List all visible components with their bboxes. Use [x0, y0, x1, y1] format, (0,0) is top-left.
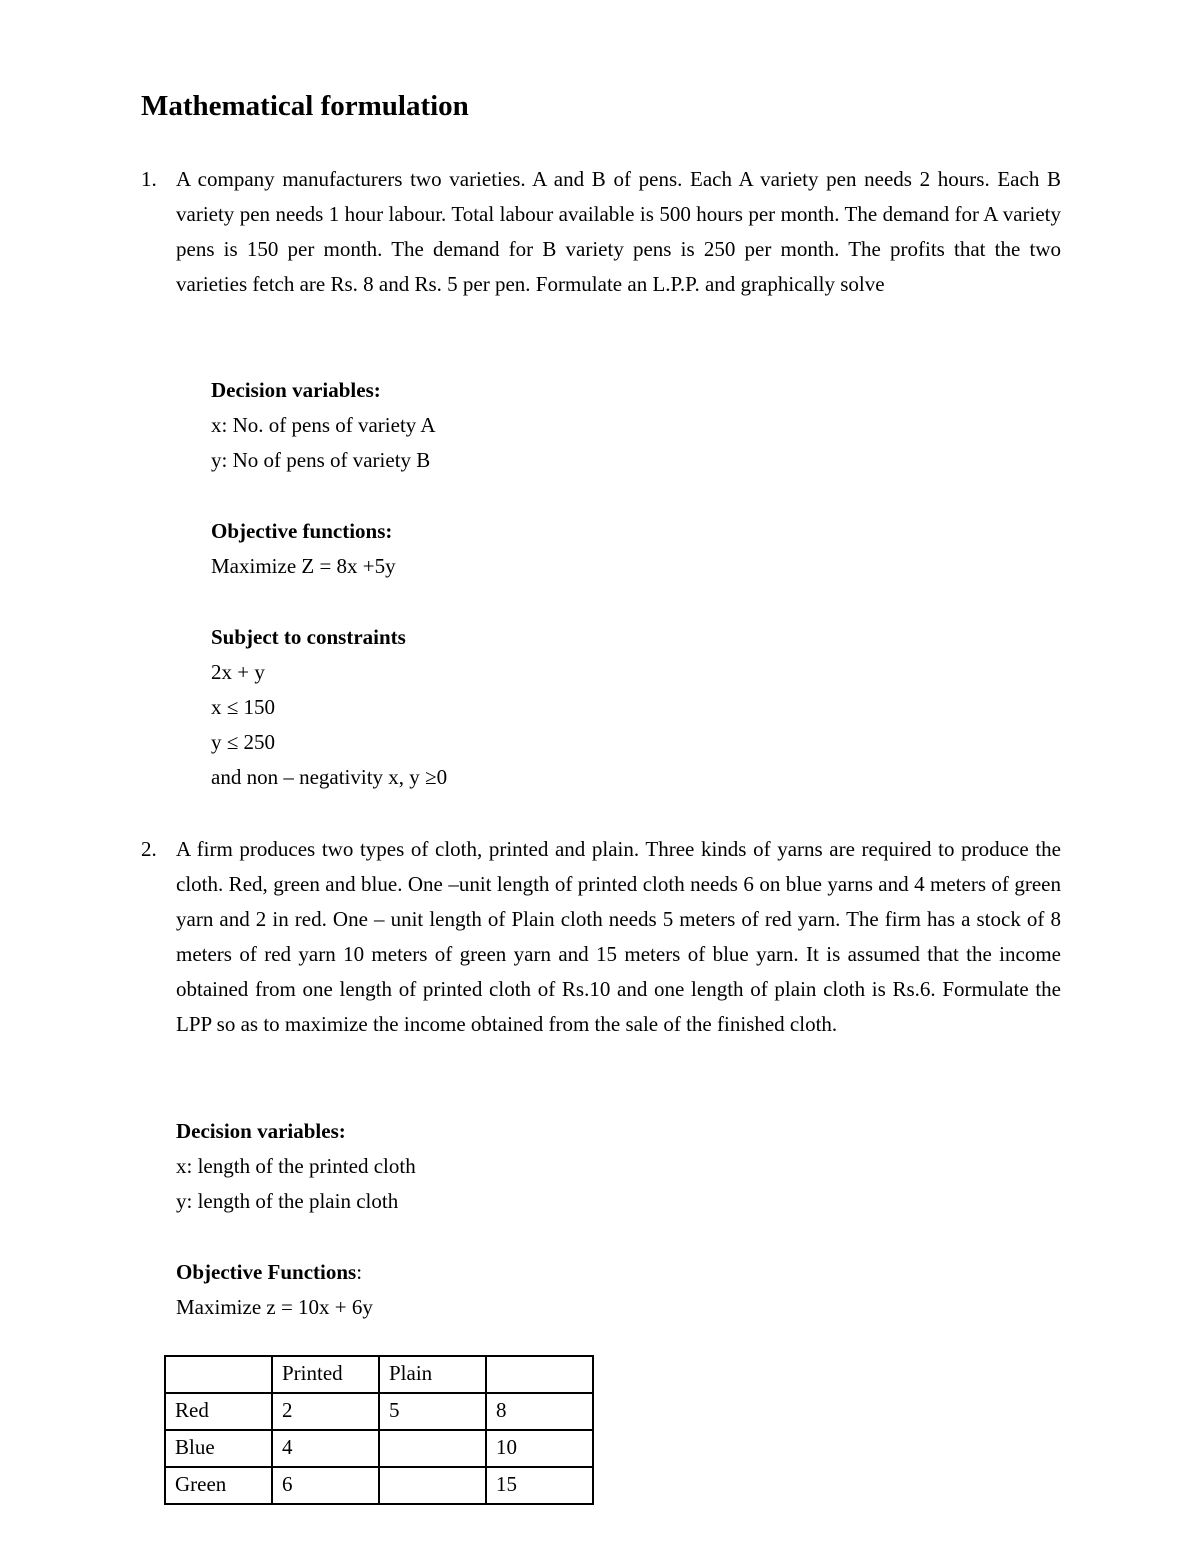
- table-header-cell: Plain: [379, 1356, 486, 1393]
- table-row: [165, 1393, 593, 1430]
- table-cell: [379, 1467, 486, 1504]
- table-cell: 6: [272, 1467, 379, 1504]
- q1-decision-variables: [211, 373, 436, 478]
- objective-heading: Objective Functions: [176, 1260, 357, 1284]
- table-row: [165, 1467, 593, 1504]
- objective-heading-line: [176, 1255, 373, 1290]
- table-cell: 4: [272, 1430, 379, 1467]
- question-2: [141, 832, 1061, 1042]
- decision-variable-y: y: No of pens of variety B: [211, 448, 431, 472]
- question-text: A company manufacturers two varieties. A and B of pens. Each A variety pen needs 2 hours. Each B variety pen needs 1 hour labour. Total labour available is 500 hours per month. The demand for A variety pens is 150 per month. The demand for B variety pens is 250 per month. The profits that the two varieties fetch are Rs. 8 and Rs. 5 per pen. Formulate an L.P.P. and graphically solve: [176, 167, 1061, 296]
- q2-decision-variables: [176, 1114, 416, 1219]
- decision-variable-x: x: No. of pens of variety A: [211, 413, 436, 437]
- table-cell: 5: [379, 1393, 486, 1430]
- constraint: and non – negativity x, y ≥0: [211, 765, 448, 789]
- constraint: y ≤ 250: [211, 730, 276, 754]
- table-row: [165, 1430, 593, 1467]
- constraint: 2x + y: [211, 660, 265, 684]
- objective-heading: Objective functions:: [211, 519, 393, 543]
- yarn-requirements-table: [164, 1355, 594, 1505]
- question-number: 1.: [141, 167, 157, 191]
- table-cell: Red: [165, 1393, 272, 1430]
- question-text: A firm produces two types of cloth, printed and plain. Three kinds of yarns are required to produce the cloth. Red, green and blue. One –unit length of printed cloth needs 6 on blue yarns and 4 meters of green yarn and 2 in red. One – unit length of Plain cloth needs 5 meters of red yarn. The firm has a stock of 8 meters of red yarn 10 meters of green yarn and 15 meters of blue yarn. It is assumed that the income obtained from one length of printed cloth of Rs.10 and one length of plain cloth is Rs.6. Formulate the LPP so as to maximize the income obtained from the sale of the finished cloth.: [176, 837, 1061, 1036]
- table-header-row: [165, 1356, 593, 1393]
- table-cell: Blue: [165, 1430, 272, 1467]
- q1-objective: [211, 514, 396, 584]
- objective-heading-colon: :: [356, 1260, 363, 1284]
- page-title: Mathematical formulation: [141, 90, 469, 122]
- question-1: [141, 162, 1061, 302]
- objective-function: Maximize z = 10x + 6y: [176, 1295, 373, 1319]
- constraint: x ≤ 150: [211, 695, 276, 719]
- table-cell: Green: [165, 1467, 272, 1504]
- table-cell: 8: [486, 1393, 593, 1430]
- constraints-heading: Subject to constraints: [211, 625, 406, 649]
- objective-function: Maximize Z = 8x +5y: [211, 554, 396, 578]
- table-cell: [379, 1430, 486, 1467]
- table-header-cell: [486, 1356, 593, 1393]
- decision-variable-y: y: length of the plain cloth: [176, 1189, 399, 1213]
- q2-objective: [176, 1255, 373, 1325]
- table-header-cell: [165, 1356, 272, 1393]
- table-cell: 15: [486, 1467, 593, 1504]
- table-cell: 10: [486, 1430, 593, 1467]
- q1-constraints: [211, 620, 447, 795]
- table-cell: 2: [272, 1393, 379, 1430]
- decision-variable-x: x: length of the printed cloth: [176, 1154, 416, 1178]
- decision-variables-heading: Decision variables:: [211, 378, 381, 402]
- decision-variables-heading: Decision variables:: [176, 1119, 346, 1143]
- question-number: 2.: [141, 837, 157, 861]
- table-header-cell: Printed: [272, 1356, 379, 1393]
